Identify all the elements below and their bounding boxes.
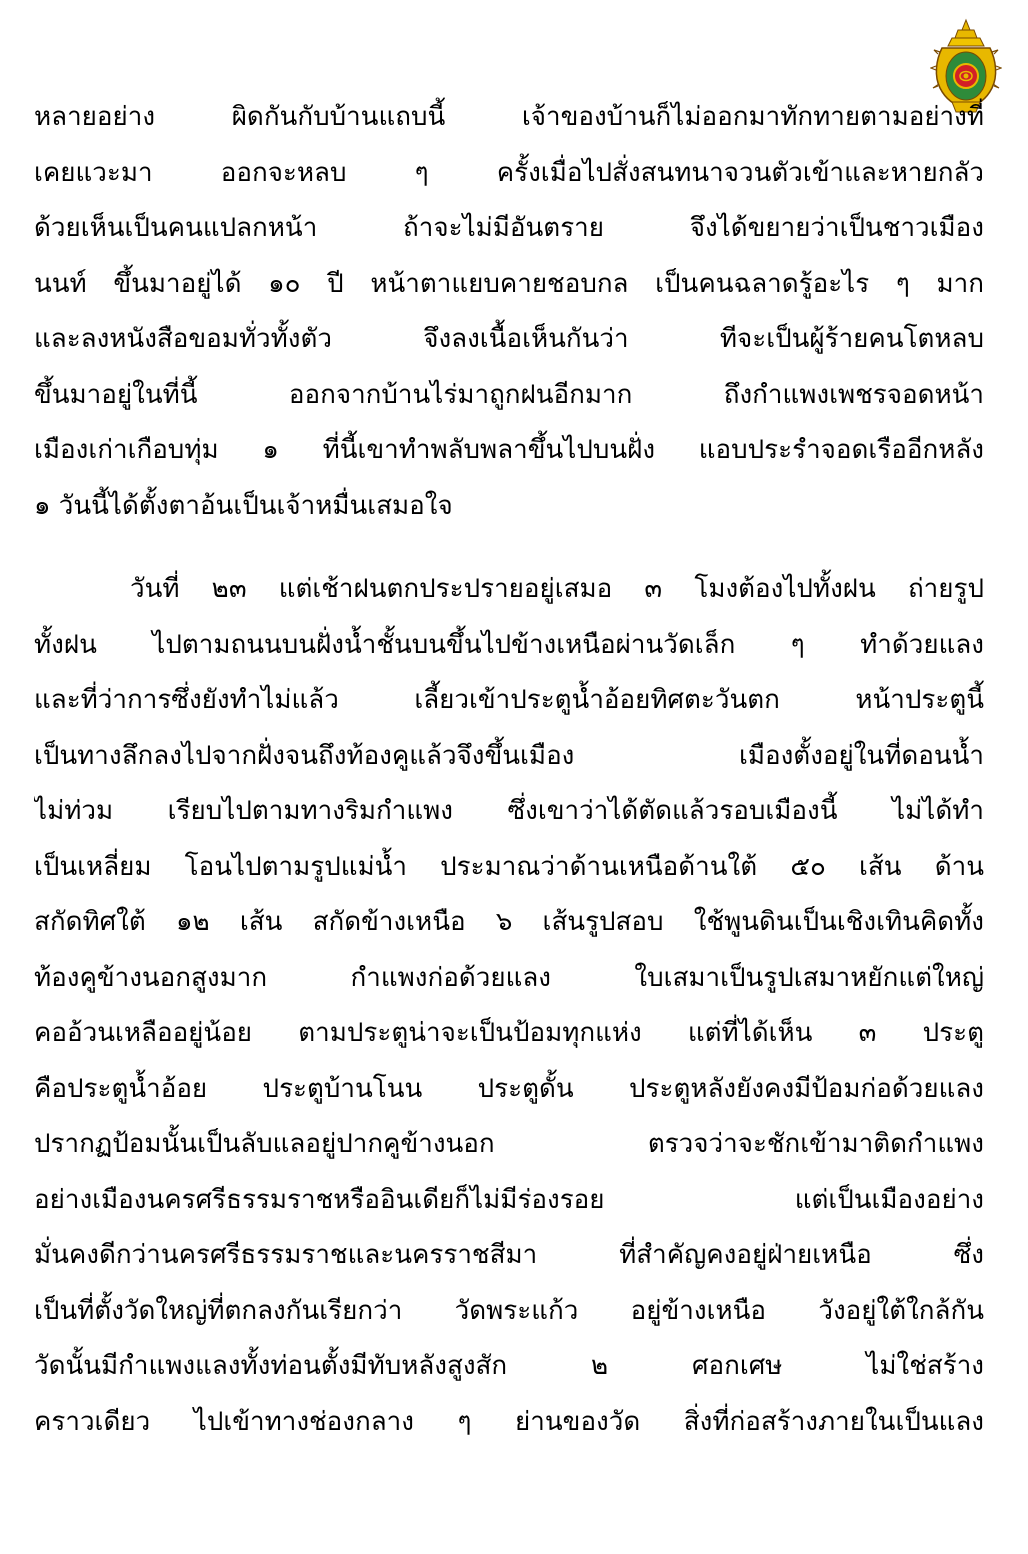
text-line: เมืองเก่าเกือบทุ่ม ๑ ที่นี้เขาทำพลับพลาขึ้นไปบนฝั่ง แอบประรำจอดเรืออีกหลัง bbox=[34, 435, 984, 465]
text-line: เป็นเหลี่ยม โอนไปตามรูปแม่น้ำ ประมาณว่าด้านเหนือด้านใต้ ๕๐ เส้น ด้าน bbox=[34, 851, 984, 882]
text-line: ๑ วันนี้ได้ตั้งตาอ้นเป็นเจ้าหมื่นเสมอใจ bbox=[34, 490, 453, 521]
text-line: หลายอย่าง ผิดกันกับบ้านแถบนี้ เจ้าของบ้านก็ไม่ออกมาทักทายตามอย่างที่ bbox=[34, 102, 984, 132]
text-line: คือประตูน้ำอ้อย ประตูบ้านโนน ประตูดั้น ประตูหลังยังคงมีป้อมก่อด้วยแลง bbox=[34, 1073, 984, 1104]
text-line: วันที่ ๒๓ แต่เช้าฝนตกประปรายอยู่เสมอ ๓ โมงต้องไปทั้งฝน ถ่ายรูป bbox=[130, 574, 984, 604]
text-line: เคยแวะมา ออกจะหลบ ๆ ครั้งเมื่อไปสั่งสนทนาจวนตัวเข้าและหายกลัว bbox=[34, 157, 984, 188]
text-line: ไม่ท่วม เรียบไปตามทางริมกำแพง ซึ่งเขาว่าได้ตัดแล้วรอบเมืองนี้ ไม่ได้ทำ bbox=[34, 796, 984, 826]
paragraph-1 bbox=[34, 90, 984, 534]
text-line: ปรากฏป้อมนั้นเป็นลับแลอยู่ปากคูข้างนอก ตรวจว่าจะชักเข้ามาติดกำแพง bbox=[34, 1129, 984, 1159]
paragraph-2 bbox=[34, 562, 984, 1450]
text-line: ขึ้นมาอยู่ในที่นี้ ออกจากบ้านไร่มาถูกฝนอีกมาก ถึงกำแพงเพชรจอดหน้า bbox=[34, 379, 984, 410]
text-line: เป็นทางลึกลงไปจากฝั่งจนถึงท้องคูแล้วจึงขึ้นเมือง เมืองตั้งอยู่ในที่ดอนน้ำ bbox=[34, 740, 984, 771]
text-line: ทั้งฝน ไปตามถนนบนฝั่งน้ำชั้นบนขึ้นไปข้างเหนือผ่านวัดเล็ก ๆ ทำด้วยแลง bbox=[34, 629, 984, 660]
text-line: เป็นที่ตั้งวัดใหญ่ที่ตกลงกันเรียกว่า วัดพระแก้ว อยู่ข้างเหนือ วังอยู่ใต้ใกล้กัน bbox=[34, 1295, 984, 1326]
text-line: สกัดทิศใต้ ๑๒ เส้น สกัดข้างเหนือ ๖ เส้นรูปสอบ ใช้พูนดินเป็นเชิงเทินคิดทั้ง bbox=[34, 907, 984, 937]
text-line: อย่างเมืองนครศรีธรรมราชหรืออินเดียก็ไม่มีร่องรอย แต่เป็นเมืองอย่าง bbox=[34, 1184, 984, 1215]
text-line: นนท์ ขึ้นมาอยู่ได้ ๑๐ ปี หน้าตาแยบคายชอบกล เป็นคนฉลาดรู้อะไร ๆ มาก bbox=[34, 268, 984, 299]
text-line: และที่ว่าการซึ่งยังทำไม่แล้ว เลี้ยวเข้าประตูน้ำอ้อยทิศตะวันตก หน้าประตูนี้ bbox=[34, 685, 984, 715]
text-line: คออ้วนเหลืออยู่น้อย ตามประตูน่าจะเป็นป้อมทุกแห่ง แต่ที่ได้เห็น ๓ ประตู bbox=[34, 1018, 984, 1048]
text-line: ด้วยเห็นเป็นคนแปลกหน้า ถ้าจะไม่มีอันตราย จึงได้ขยายว่าเป็นชาวเมือง bbox=[34, 213, 984, 243]
text-line: วัดนั้นมีกำแพงแลงทั้งท่อนตั้งมีทับหลังสูงสัก ๒ ศอกเศษ ไม่ใช่สร้าง bbox=[34, 1351, 984, 1381]
text-line: และลงหนังสือขอมทั่วทั้งตัว จึงลงเนื้อเห็นกันว่า ทีจะเป็นผู้ร้ายคนโตหลบ bbox=[34, 324, 984, 354]
text-line: ท้องคูข้างนอกสูงมาก กำแพงก่อด้วยแลง ใบเสมาเป็นรูปเสมาหยักแต่ใหญ่ bbox=[34, 962, 984, 993]
text-line: คราวเดียว ไปเข้าทางช่องกลาง ๆ ย่านของวัด สิ่งที่ก่อสร้างภายในเป็นแลง bbox=[34, 1406, 984, 1437]
text-line: มั่นคงดีกว่านครศรีธรรมราชและนครราชสีมา ที่สำคัญคงอยู่ฝ่ายเหนือ ซึ่ง bbox=[34, 1240, 984, 1270]
